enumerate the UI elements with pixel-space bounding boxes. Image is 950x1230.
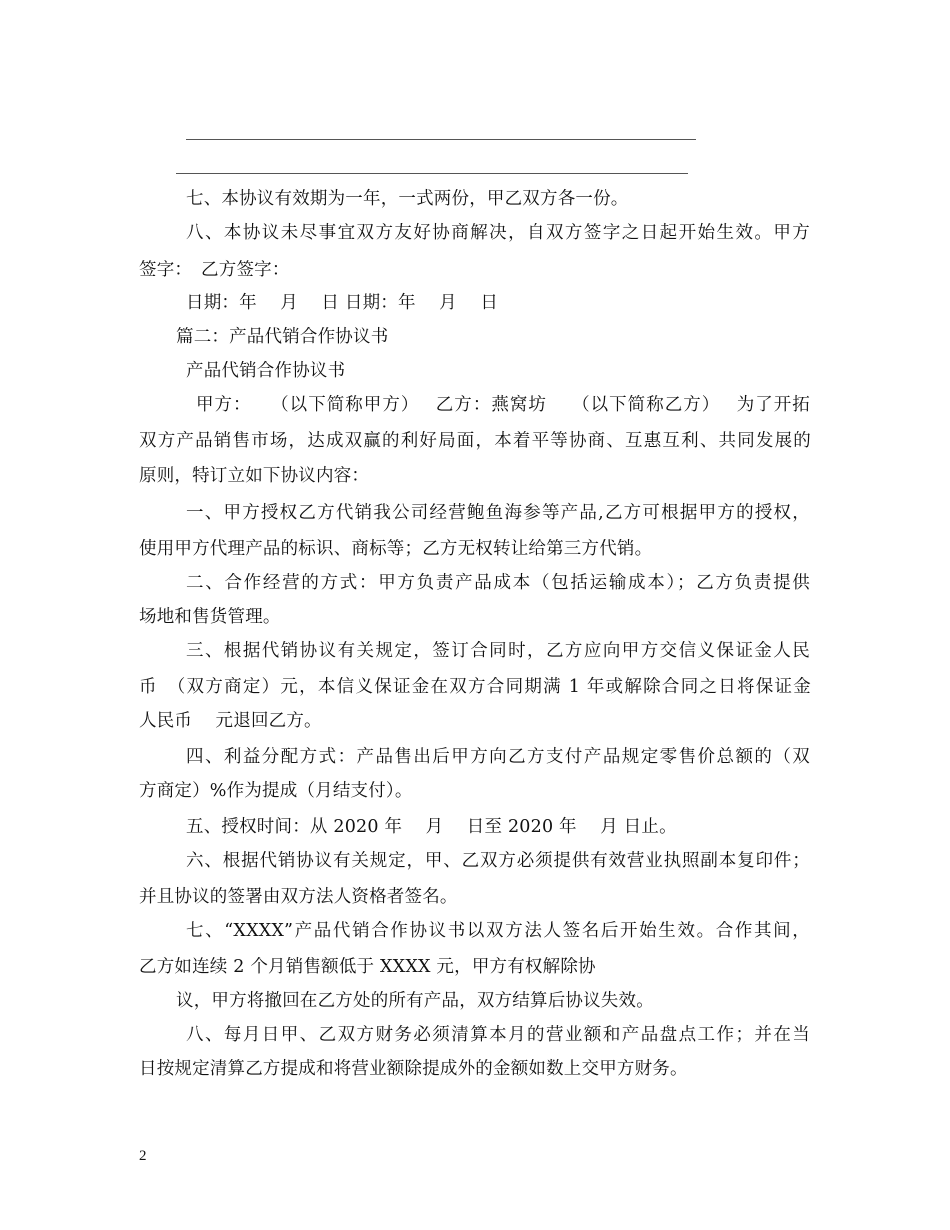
article-7-line-2: 乙方如连续 2 个月销售额低于 XXXX 元，甲方有权解除协 <box>139 957 596 977</box>
article-3-line-2: 币 （双方商定）元，本信义保证金在双方合同期满 1 年或解除合同之日将保证金 <box>139 677 811 697</box>
article-3-line-1: 三、根据代销协议有关规定，签订合同时，乙方应向甲方交信义保证金人民 <box>186 641 810 661</box>
article-2-line-1: 二、合作经营的方式：甲方负责产品成本（包括运输成本）；乙方负责提供 <box>186 573 810 593</box>
signature-rule-1 <box>186 139 696 140</box>
article-1-line-1: 一、甲方授权乙方代销我公司经营鲍鱼海参等产品,乙方可根据甲方的授权， <box>186 503 810 523</box>
article-5: 五、授权时间：从 2020 年 月 日至 2020 年 月 日止。 <box>186 817 677 837</box>
article-7-line-3: 议，甲方将撤回在乙方处的所有产品，双方结算后协议失效。 <box>176 991 654 1011</box>
article-6-line-2: 并且协议的签署由双方法人资格者签名。 <box>139 887 458 907</box>
agreement-title: 产品代销合作协议书 <box>186 361 346 381</box>
signature-line: 签字： 乙方签字： <box>139 260 290 280</box>
parties-intro: 甲方： （以下简称甲方） 乙方：燕窝坊 （以下简称乙方） 为了开拓 <box>196 395 810 415</box>
page-number: 2 <box>139 1148 147 1164</box>
clause-7-validity: 七、本协议有效期为一年，一式两份，甲乙双方各一份。 <box>186 189 629 209</box>
article-3-line-3: 人民币 元退回乙方。 <box>139 711 322 731</box>
clause-8-effective: 八、本协议未尽事宜双方友好协商解决，自双方签字之日起开始生效。甲方 <box>186 223 810 243</box>
article-4-line-2: 方商定）%作为提成（月结支付）。 <box>139 781 413 801</box>
article-8-line-1: 八、每月日甲、乙双方财务必须清算本月的营业额和产品盘点工作；并在当 <box>186 1025 810 1045</box>
article-7-line-1: 七、“XXXX”产品代销合作协议书以双方法人签名后开始生效。合作其间， <box>186 921 810 941</box>
article-4-line-1: 四、利益分配方式：产品售出后甲方向乙方支付产品规定零售价总额的（双 <box>186 747 810 767</box>
article-2-line-2: 场地和售货管理。 <box>139 607 281 627</box>
article-8-line-2: 日按规定清算乙方提成和将营业额除提成外的金额如数上交甲方财务。 <box>139 1059 688 1079</box>
intro-line-3: 原则，特订立如下协议内容： <box>139 466 370 486</box>
date-line: 日期：年 月 日 日期：年 月 日 <box>186 293 499 313</box>
section-heading: 篇二：产品代销合作协议书 <box>176 327 389 347</box>
signature-rule-2 <box>176 173 688 174</box>
article-6-line-1: 六、根据代销协议有关规定，甲、乙双方必须提供有效营业执照副本复印件； <box>186 851 810 871</box>
article-1-line-2: 使用甲方代理产品的标识、商标等；乙方无权转让给第三方代销。 <box>139 539 653 559</box>
intro-line-2: 双方产品销售市场，达成双赢的利好局面，本着平等协商、互惠互利、共同发展的 <box>139 431 811 451</box>
